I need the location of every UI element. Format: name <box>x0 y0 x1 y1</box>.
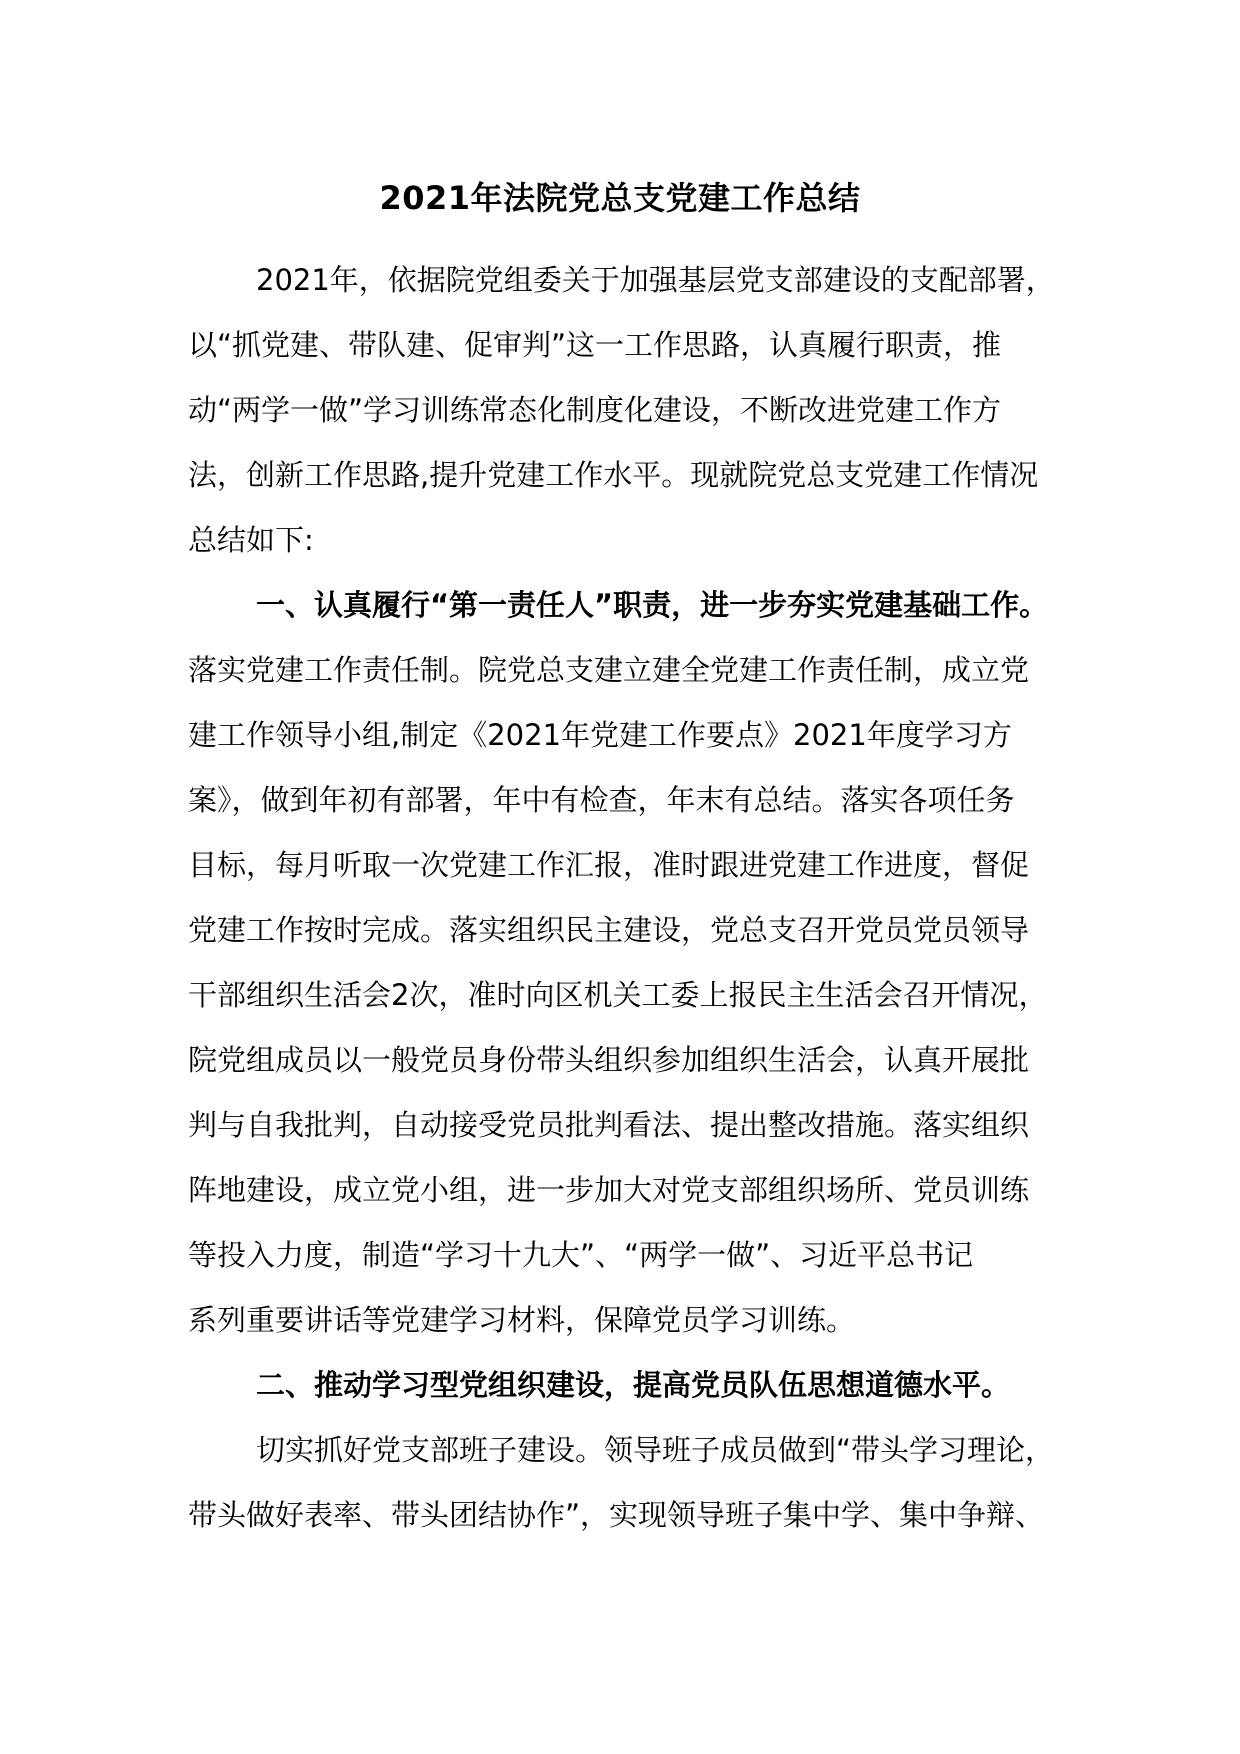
paragraph-line: 等投入力度，制造“学习十九大”、“两学一做”、习近平总书记 <box>188 1238 974 1272</box>
paragraph-line: 判与自我批判，自动接受党员批判看法、提出整改措施。落实组织 <box>188 1108 1030 1142</box>
paragraph-line: 阵地建设，成立党小组，进一步加大对党支部组织场所、党员训练 <box>188 1173 1030 1207</box>
paragraph-line: 以“抓党建、带队建、促审判”这一工作思路，认真履行职责，推 <box>188 328 1002 362</box>
paragraph-line: 党建工作按时完成。落实组织民主建设，党总支召开党员党员领导 <box>188 913 1030 947</box>
paragraph-line: 院党组成员以一般党员身份带头组织参加组织生活会，认真开展批 <box>188 1043 1030 1077</box>
paragraph-line: 目标，每月听取一次党建工作汇报，准时跟进党建工作进度，督促 <box>188 848 1030 882</box>
paragraph-line: 法，创新工作思路,提升党建工作水平。现就院党总支党建工作情况 <box>188 458 1039 492</box>
section-heading-2: 二、推动学习型党组织建设，提高党员队伍思想道德水平。 <box>256 1368 1011 1402</box>
document-body <box>188 248 1068 1548</box>
paragraph-line: 落实党建工作责任制。院党总支建立建全党建工作责任制，成立党 <box>188 653 1030 687</box>
paragraph-line: 总结如下: <box>188 523 314 557</box>
paragraph-line: 2021年，依据院党组委关于加强基层党支部建设的支配部署， <box>256 263 1055 297</box>
paragraph-line: 案》，做到年初有部署，年中有检查，年末有总结。落实各项任务 <box>188 783 1015 817</box>
paragraph-line: 系列重要讲话等党建学习材料，保障党员学习训练。 <box>188 1303 856 1337</box>
paragraph-line: 干部组织生活会2次，准时向区机关工委上报民主生活会召开情况， <box>188 978 1048 1012</box>
document-title: 2021年法院党总支党建工作总结 <box>379 179 861 217</box>
paragraph-line: 动“两学一做”学习训练常态化制度化建设，不断改进党建工作方 <box>188 393 1002 427</box>
paragraph-line: 带头做好表率、带头团结协作”，实现领导班子集中学、集中争辩、 <box>188 1498 1045 1532</box>
section-heading-1: 一、认真履行“第一责任人”职责，进一步夯实党建基础工作。 <box>256 588 1049 622</box>
paragraph-line: 建工作领导小组,制定《2021年党建工作要点》2021年度学习方 <box>188 718 1012 752</box>
paragraph-line: 切实抓好党支部班子建设。领导班子成员做到“带头学习理论， <box>256 1433 1055 1467</box>
